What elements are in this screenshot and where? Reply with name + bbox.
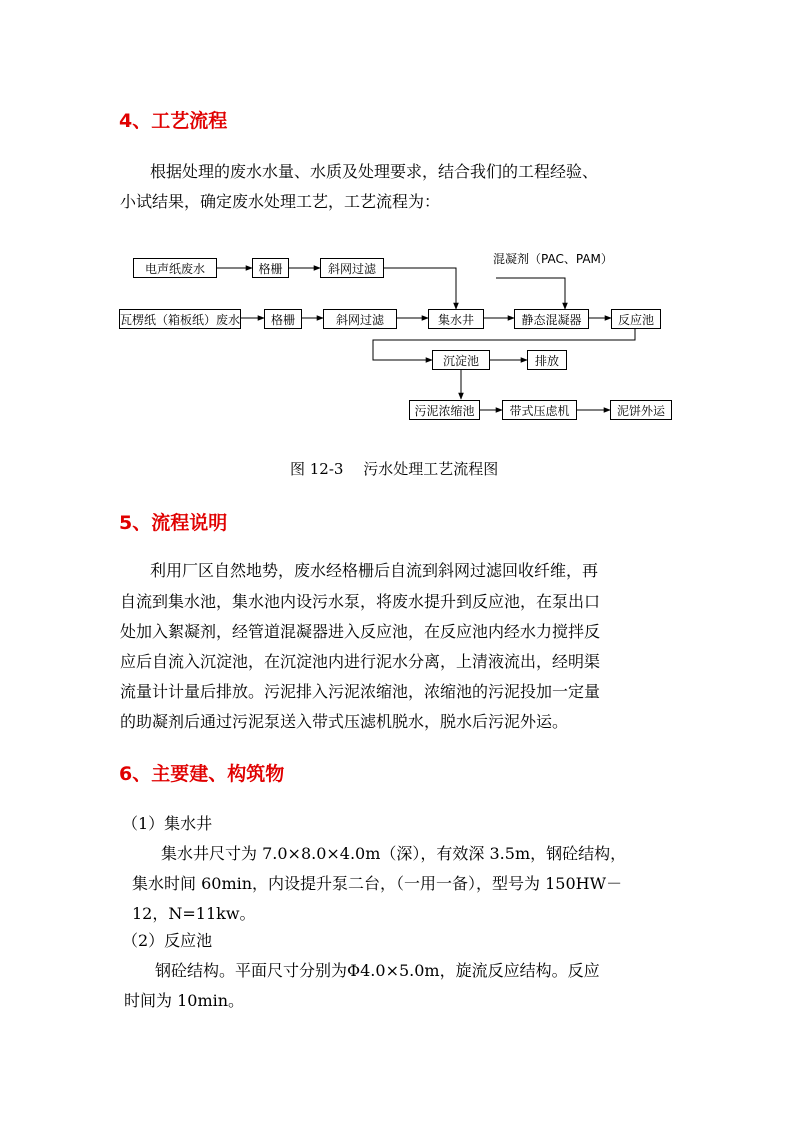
section-5-title: 5、流程说明 — [119, 512, 228, 534]
flow-node-discharge: 排放 — [527, 350, 567, 370]
item-1-line-3: 12，N=11kw。 — [132, 904, 256, 923]
flow-node-cake-removal: 泥饼外运 — [610, 400, 672, 420]
flow-node-corrugated-wastewater: 瓦楞纸（箱板纸）废水 — [119, 309, 241, 329]
item-2-line-1: 钢砼结构。平面尺寸分别为Φ4.0×5.0m，旋流反应结构。反应 — [155, 961, 600, 980]
section-5-line-5: 流量计计量后排放。污泥排入污泥浓缩池，浓缩池的污泥投加一定量 — [120, 682, 601, 701]
flow-node-screen-2: 格栅 — [264, 309, 302, 329]
flow-label-coagulant: 混凝剂（PAC、PAM） — [493, 252, 613, 266]
section-5-line-4: 应后自流入沉淀池，在沉淀池内进行泥水分离，上清液流出，经明渠 — [120, 652, 601, 671]
flow-node-reaction-tank: 反应池 — [611, 309, 661, 329]
flow-node-belt-filter-press: 带式压虑机 — [502, 400, 577, 420]
section-5-line-6: 的助凝剂后通过污泥泵送入带式压滤机脱水，脱水后污泥外运。 — [120, 712, 569, 731]
section-6-title: 6、主要建、构筑物 — [119, 763, 285, 785]
section-5-line-3: 处加入絮凝剂，经管道混凝器进入反应池，在反应池内经水力搅拌反 — [120, 622, 601, 641]
item-1-line-2: 集水时间 60min，内设提升泵二台，（一用一备），型号为 150HW－ — [132, 874, 623, 893]
flow-node-screen-1: 格栅 — [252, 258, 289, 278]
flow-node-paper-wastewater: 电声纸废水 — [133, 258, 217, 278]
section-4-title: 4、工艺流程 — [119, 110, 228, 132]
flow-node-sedimentation-tank: 沉淀池 — [432, 350, 490, 370]
section-5-line-2: 自流到集水池，集水池内设污水泵，将废水提升到反应池，在泵出口 — [120, 592, 601, 611]
figure-caption: 图 12-3 污水处理工艺流程图 — [290, 460, 499, 478]
flow-node-mesh-filter-1: 斜网过滤 — [320, 258, 384, 278]
flow-node-mesh-filter-2: 斜网过滤 — [323, 309, 397, 329]
item-1-line-1: 集水井尺寸为 7.0×8.0×4.0m（深），有效深 3.5m，钢砼结构， — [161, 844, 627, 863]
section-4-paragraph-line-1: 根据处理的废水水量、水质及处理要求，结合我们的工程经验、 — [150, 162, 599, 181]
flow-node-sludge-thickener: 污泥浓缩池 — [409, 400, 480, 420]
flow-node-collection-well: 集水井 — [428, 309, 484, 329]
section-4-paragraph-line-2: 小试结果，确定废水处理工艺，工艺流程为： — [120, 192, 441, 211]
flow-node-static-mixer: 静态混凝器 — [514, 309, 589, 329]
item-2-title: （2）反应池 — [122, 931, 213, 950]
section-5-line-1: 利用厂区自然地势，废水经格栅后自流到斜网过滤回收纤维，再 — [150, 561, 599, 580]
item-2-line-2: 时间为 10min。 — [124, 991, 245, 1010]
item-1-title: （1）集水井 — [122, 814, 213, 833]
